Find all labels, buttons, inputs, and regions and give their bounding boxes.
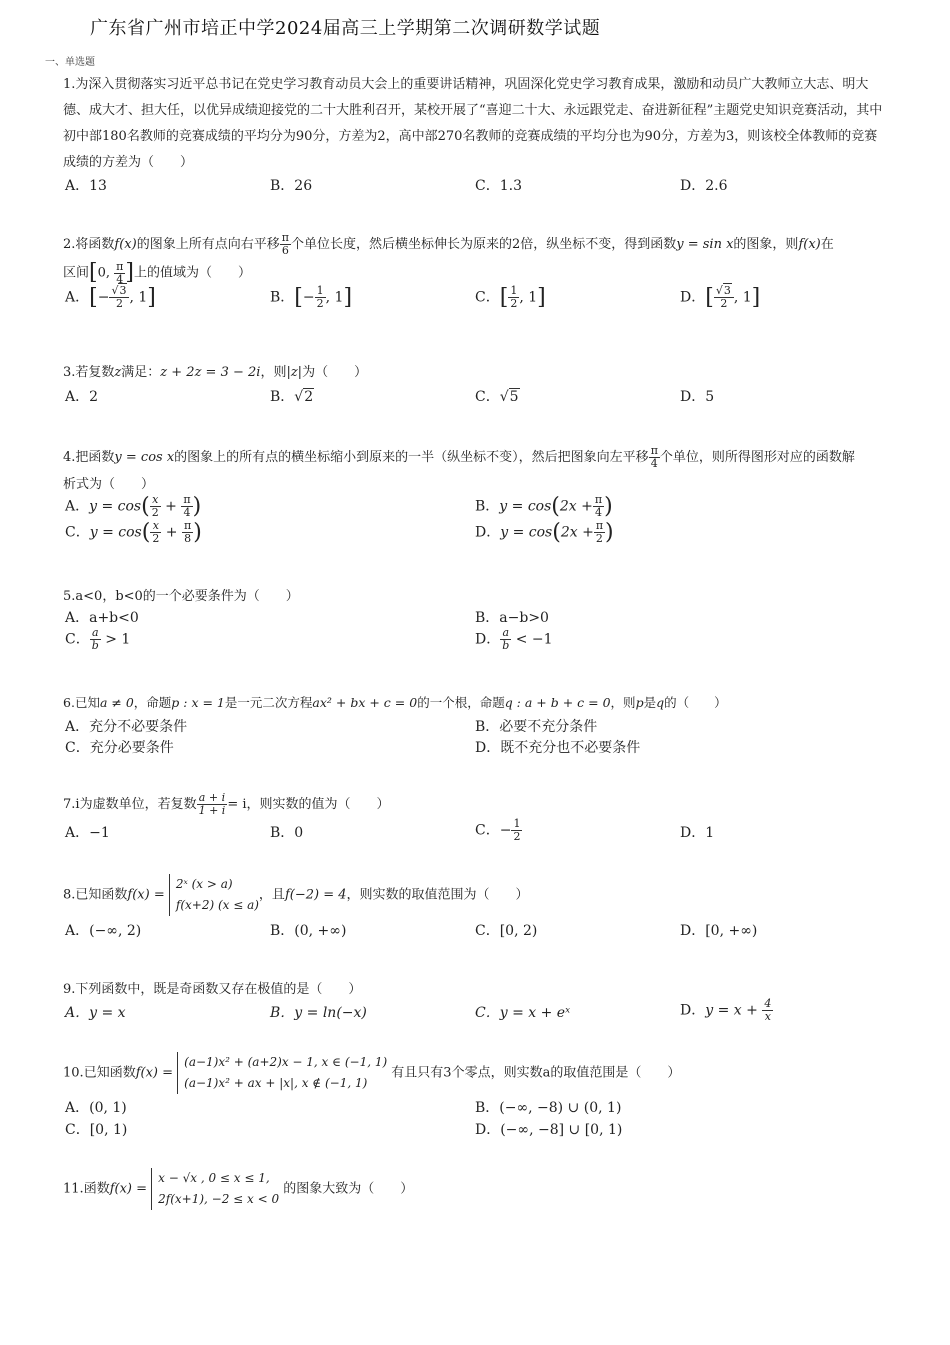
option-d: D．[0, +∞)	[680, 923, 758, 939]
option-c: C．[0, 2)	[475, 923, 538, 939]
question-10	[63, 1052, 680, 1094]
radicand: 2	[304, 389, 314, 405]
case-1: 2ˣ (x > a)	[175, 877, 233, 891]
option-b: B．y = cos(2x + $\frac{\pi}{4}$ )	[475, 493, 613, 519]
denominator: 4	[116, 272, 124, 286]
fraction-1-2	[315, 285, 326, 310]
option-label: B．	[475, 498, 500, 515]
option-label: D．	[680, 289, 706, 306]
option-a: A．a+b<0	[65, 610, 139, 626]
math: q : a + b + c = 0	[504, 695, 611, 710]
text-segment: 函数	[83, 1181, 110, 1197]
option-a: A．充分不必要条件	[65, 719, 188, 735]
question-2-line-2: 区间[0, $\frac{\pi}{4}$ ]上的值域为（ ）	[63, 259, 251, 286]
option-label: C．	[475, 389, 500, 405]
denominator: b	[502, 639, 510, 652]
fraction-pi-6	[280, 232, 291, 257]
question-text: 下列函数中，既是奇函数又存在极值的是（ ）	[75, 982, 362, 997]
text-segment: 的图象上的所有点的横坐标缩小到原来的一半（纵坐标不变），然后把图象向左平移	[174, 450, 649, 465]
interval-end: 1	[334, 289, 344, 306]
math-prefix: y = cos	[89, 498, 142, 515]
option-label: B．	[270, 389, 295, 405]
interval-end: 1	[528, 289, 538, 306]
option-c: C．y = x + eˣ	[475, 1005, 571, 1021]
option-a: A．(0, 1)	[65, 1100, 127, 1116]
numerator: π	[281, 231, 289, 244]
text-segment: ，则	[610, 695, 636, 710]
fraction	[500, 627, 511, 652]
option-label: C．	[475, 289, 500, 306]
math-prefix: y = cos	[499, 498, 552, 515]
question-number: 10.	[63, 1065, 84, 1081]
numerator: x	[150, 494, 161, 507]
option-b: B．[− $\frac{1}{2}$ , 1]	[270, 284, 353, 310]
option-b: B．y = ln(−x)	[270, 1005, 367, 1021]
text-segment: 是一元二次方程	[224, 695, 313, 710]
fraction	[594, 520, 605, 545]
text-segment: 的一个根，命题	[417, 695, 505, 710]
radicand: 3	[119, 284, 127, 297]
fraction	[181, 494, 192, 519]
option-label: C．	[475, 822, 500, 839]
text-segment: 把函数	[75, 450, 115, 465]
denominator: 2	[513, 830, 521, 843]
question-4-line-2: 析式为（ ）	[63, 477, 155, 492]
math-func: y = cos x	[114, 450, 175, 465]
math-equation: z + 2z = 3 − 2i	[160, 365, 261, 380]
text-segment: i为虚数单位，若复数	[75, 797, 197, 812]
question-4	[63, 445, 855, 471]
section-heading: 一、单选题	[45, 57, 95, 68]
question-7	[63, 792, 390, 818]
radicand: 3	[723, 284, 731, 297]
option-c: C．1.3	[475, 178, 522, 194]
option-a: A．y = cos( $\frac{x}{2}$ + $\frac{\pi}{4}$ )	[65, 493, 202, 519]
text-segment: 已知函数	[75, 887, 128, 903]
question-8	[63, 874, 529, 916]
text-segment: 已知函数	[83, 1065, 136, 1081]
math-fx: f(x)	[114, 237, 137, 252]
option-c: C．√5	[475, 389, 519, 405]
option-a	[65, 822, 110, 842]
case-2: 2f(x+1), −2 ≤ x < 0	[158, 1192, 280, 1206]
radicand: 5	[509, 389, 519, 405]
question-number: 3.	[63, 365, 76, 380]
text-segment: = i，则实数	[227, 797, 299, 812]
option-c: C．[0, 1)	[65, 1122, 128, 1138]
option-d	[680, 998, 773, 1023]
numerator: a	[500, 627, 511, 640]
text-segment: 区间	[63, 265, 90, 281]
piecewise-definition	[169, 874, 259, 916]
numerator: a	[90, 627, 101, 640]
option-d: D．[ $\frac{√3}{2}$ , 1]	[680, 284, 761, 310]
math: a ≠ 0	[99, 695, 134, 710]
text-segment: ，命题	[133, 695, 172, 710]
question-text: a<0，b<0的一个必要条件为（ ）	[75, 589, 299, 604]
text-segment: 若复数	[75, 365, 115, 380]
question-1	[63, 72, 888, 176]
fraction-sqrt3-2: $\frac{√3}{2}$	[109, 285, 129, 310]
numerator: 1	[316, 284, 324, 297]
math-prefix: y = cos	[89, 524, 142, 541]
question-9	[63, 977, 361, 1003]
denominator: 2	[115, 297, 123, 310]
question-number: 5.	[63, 589, 76, 604]
minus-sign: −	[499, 822, 512, 839]
text-segment: ，且	[258, 887, 285, 903]
option-label: A．	[65, 498, 90, 515]
text-segment: 的图象，则	[733, 237, 799, 252]
option-b: B．(0, +∞)	[270, 923, 347, 939]
denominator: 4	[183, 506, 191, 519]
fraction-1-2	[508, 285, 519, 310]
numerator: 1	[513, 817, 521, 830]
option-a: A．13	[65, 178, 107, 194]
text-segment: 上的值域为（ ）	[133, 265, 251, 281]
question-number: 9.	[63, 982, 76, 997]
option-label: D．	[680, 1002, 706, 1019]
denominator: 4	[594, 506, 602, 519]
math-condition: f(−2) = 4	[284, 887, 347, 903]
text-segment: 的（ ）	[664, 695, 727, 710]
option-label: C．	[65, 631, 90, 648]
numerator: π	[650, 444, 658, 457]
fraction-pi-4	[649, 445, 660, 470]
piecewise-definition	[177, 1052, 387, 1094]
question-number: 1.	[63, 77, 76, 92]
math-fx: f(x)	[798, 237, 821, 252]
denominator: 2	[151, 506, 159, 519]
option-label: D．	[475, 524, 501, 541]
math-fx: f(x) =	[135, 1065, 174, 1081]
numerator: x	[150, 520, 161, 533]
option-d: D．既不充分也不必要条件	[475, 740, 641, 756]
interval-end: 1	[138, 289, 148, 306]
text-segment: 是	[643, 695, 657, 710]
option-c	[65, 627, 130, 652]
minus-sign: −	[97, 289, 110, 306]
math: ax² + bx + c = 0	[312, 695, 418, 710]
denominator: x	[764, 1010, 771, 1023]
fraction	[150, 520, 161, 545]
math: p : x = 1	[171, 695, 225, 710]
option-d: D．y = cos(2x + $\frac{\pi}{2}$ )	[475, 519, 614, 545]
case-1: x − √x , 0 ≤ x ≤ 1,	[158, 1171, 270, 1185]
question-number: 2.	[63, 237, 76, 252]
option-label: A．	[65, 825, 90, 841]
text-segment: 将函数	[75, 237, 115, 252]
text-segment: 为（ ）	[302, 365, 368, 380]
option-b: B．a−b>0	[475, 610, 549, 626]
numerator: π	[116, 259, 124, 273]
math-inequality: < −1	[515, 631, 553, 648]
interval-end: 1	[742, 289, 752, 306]
denominator: 8	[184, 532, 192, 545]
question-6	[63, 690, 727, 716]
math-z: z	[114, 365, 122, 380]
math-prefix: y = x +	[705, 1002, 758, 1019]
text-segment: 的图象大致为（ ）	[283, 1181, 414, 1197]
option-label: A．	[65, 289, 90, 306]
option-c: C．[ $\frac{1}{2}$ , 1]	[475, 284, 546, 310]
fraction	[182, 520, 193, 545]
text-segment: ，则	[260, 365, 287, 380]
text-segment: 个单位长度，然后横坐标伸长为原来的2倍，纵坐标不变，得到函数	[290, 237, 677, 252]
question-2	[63, 232, 834, 258]
option-b: B．0	[270, 825, 304, 841]
math-fx: f(x) =	[109, 1181, 148, 1197]
text-segment: 的取值范围为（ ）	[398, 887, 529, 903]
fraction	[762, 998, 773, 1023]
denominator: 6	[281, 244, 289, 257]
question-number: 4.	[63, 450, 76, 465]
numerator: π	[595, 519, 604, 532]
option-d: D．(−∞, −8] ∪ [0, 1)	[475, 1122, 623, 1138]
fraction	[511, 818, 522, 843]
text-segment: 的图象上所有点向右平移	[136, 237, 280, 252]
math-fx: f(x) =	[127, 887, 165, 903]
option-b: B．√2	[270, 389, 314, 405]
math-inequality: > 1	[105, 631, 131, 648]
question-text: 为深入贯彻落实习近平总书记在党史学习教育动员大会上的重要讲话精神，巩固深化党史学习教育成果，激励和动员广大教师立大志、明大德、成大才、担大任，以优异成绩迎接党的二十大胜利召开，某校开展了“喜迎二十大、永远跟党走、奋进新征程”主题党史知识竞赛活动，其中初中部180名教师的竞赛成绩的平均分为90分，方差为2，高中部270名教师的竞赛成绩的平均分也为90分，方差为3，则该校全体教师的竞赛成绩的方差为（ ）	[63, 77, 883, 170]
text-segment: 在	[820, 237, 834, 252]
option-d	[475, 627, 553, 652]
page-title: 广东省广州市培正中学2024届高三上学期第二次调研数学试题	[90, 18, 601, 39]
case-2: (a−1)x² + ax + |x|, x ∉ (−1, 1)	[184, 1076, 368, 1090]
numerator: a + i	[197, 792, 228, 805]
math-term: 2x +	[560, 524, 594, 541]
option-d: D．5	[680, 389, 715, 405]
option-c: C．y = cos( $\frac{x}{2}$ + $\frac{\pi}{8}$ )	[65, 519, 202, 545]
question-number: 6.	[63, 695, 75, 710]
fraction	[90, 627, 101, 652]
option-d: D．2.6	[680, 178, 728, 194]
piecewise-definition	[151, 1168, 279, 1210]
denominator: 2	[510, 297, 518, 310]
case-1: (a−1)x² + (a+2)x − 1, x ∈ (−1, 1)	[184, 1055, 388, 1069]
numerator: 4	[764, 997, 772, 1010]
question-11	[63, 1168, 413, 1210]
option-c	[475, 818, 522, 843]
math-abs-z: |z|	[286, 365, 303, 380]
text-segment: 有且只有3个零点，则实数a的取值范围是（ ）	[391, 1065, 681, 1081]
math-prefix: y = cos	[500, 524, 553, 541]
fraction	[593, 494, 604, 519]
interval-start: 0	[97, 265, 106, 281]
option-label: C．	[65, 524, 90, 541]
question-3	[63, 360, 367, 386]
option-a: A．[− $\frac{√3}{2}$ , 1]	[65, 284, 156, 310]
option-a: A．y = x	[65, 1005, 126, 1021]
math-term: 2x +	[559, 498, 593, 515]
option-d: D．1	[680, 825, 715, 841]
denominator: 2	[152, 532, 160, 545]
option-label: B．	[270, 289, 295, 306]
text-segment: ，则实数	[346, 887, 399, 903]
numerator: π	[594, 493, 603, 506]
text-segment: 的值为（ ）	[298, 797, 390, 812]
minus-sign: −	[302, 289, 315, 306]
option-b: B．必要不充分条件	[475, 719, 598, 735]
fraction-pi-4	[114, 261, 125, 286]
question-number: 7.	[63, 797, 76, 812]
text-segment: 已知	[74, 695, 100, 710]
numerator: π	[183, 519, 192, 532]
fraction	[197, 792, 228, 817]
question-number: 8.	[63, 887, 76, 903]
math-target-func: y = sin x	[676, 237, 734, 252]
denominator: b	[91, 639, 99, 652]
option-b: B．26	[270, 178, 313, 194]
numerator: 1	[510, 284, 518, 297]
denominator: 2	[316, 297, 324, 310]
question-number: 11.	[63, 1181, 84, 1197]
denominator: 2	[595, 532, 603, 545]
option-value: −1	[89, 825, 110, 841]
option-label: D．	[475, 631, 501, 648]
case-2: f(x+2) (x ≤ a)	[175, 898, 259, 912]
denominator: 1 + i	[198, 804, 226, 817]
math: p	[635, 695, 644, 710]
option-c: C．充分必要条件	[65, 740, 174, 756]
text-segment: 满足：	[121, 365, 161, 380]
option-a: A．2	[65, 389, 99, 405]
denominator: 4	[650, 457, 658, 470]
option-b: B．(−∞, −8) ∪ (0, 1)	[475, 1100, 622, 1116]
math: q	[656, 695, 665, 710]
numerator: π	[183, 493, 191, 506]
denominator: 2	[720, 297, 728, 310]
fraction	[150, 494, 161, 519]
fraction-sqrt3-2: $\frac{√3}{2}$	[714, 285, 734, 310]
text-segment: 个单位，则所得图形对应的函数解	[659, 450, 855, 465]
option-a: A．(−∞, 2)	[65, 923, 142, 939]
